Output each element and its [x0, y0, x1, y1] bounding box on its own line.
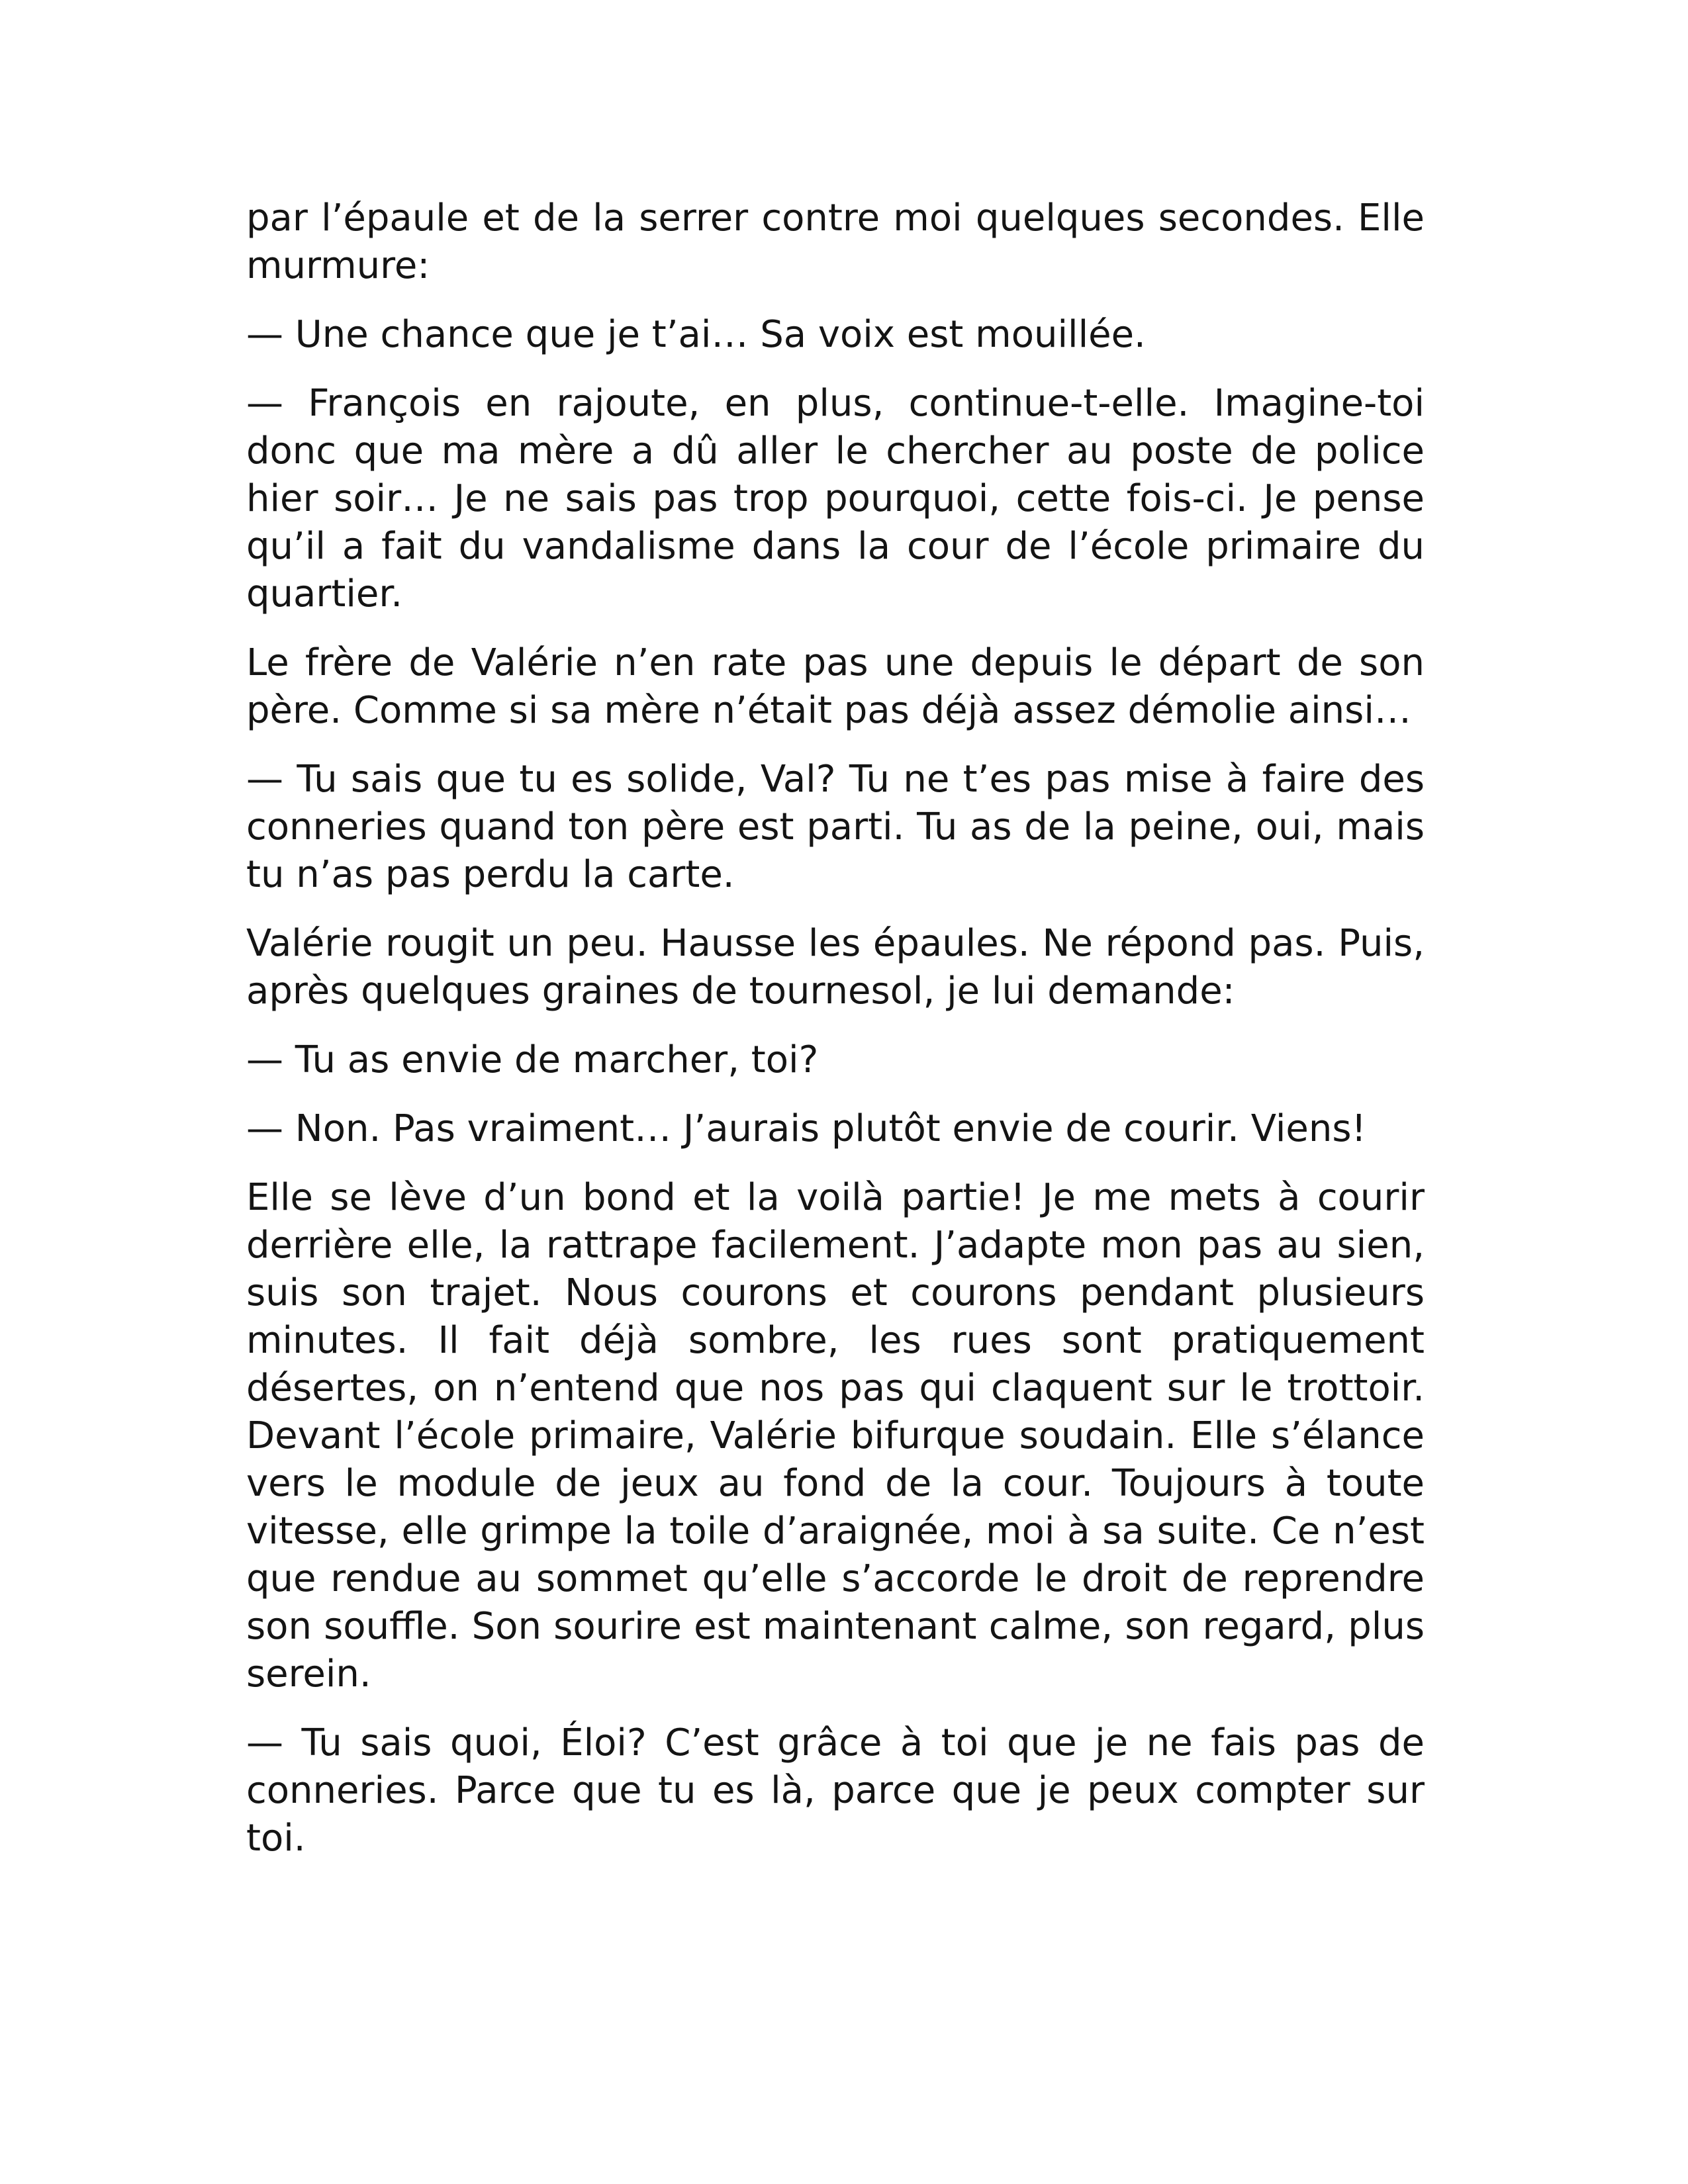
paragraph: — Tu as envie de marcher, toi? — [246, 1038, 819, 1081]
paragraph: — Une chance que je t’ai… Sa voix est mouillée. — [246, 313, 1146, 356]
paragraph: par l’épaule et de la serrer contre moi quelques secondes. Elle murmure: — [246, 197, 1425, 287]
body-text — [246, 195, 1425, 1884]
paragraph: Elle se lève d’un bond et la voilà partie! Je me mets à courir derrière elle, la rattrape facilement. J’adapte mon pas au sien, suis son trajet. Nous courons et courons pendant plusieurs minutes. Il fait déjà sombre, les rues sont pratiquement désertes, on n’entend que nos pas qui claquent sur le trottoir. Devant l’école primaire, Valérie bifurque soudain. Elle s’élance vers le module de jeux au fond de la cour. Toujours à toute vitesse, elle grimpe la toile d’araignée, moi à sa suite. Ce n’est que rendue au sommet qu’elle s’accorde le droit de reprendre son souffle. Son sourire est maintenant calme, son regard, plus serein. — [246, 1176, 1425, 1696]
paragraph: — Tu sais que tu es solide, Val? Tu ne t’es pas mise à faire des conneries quand ton père est parti. Tu as de la peine, oui, mais tu n’as pas perdu la carte. — [246, 758, 1425, 896]
paragraph: — François en rajoute, en plus, continue-t-elle. Imagine-toi donc que ma mère a dû aller le chercher au poste de police hier soir… Je ne sais pas trop pourquoi, cette fois-ci. Je pense qu’il a fait du vandalisme dans la cour de l’école primaire du quartier. — [246, 382, 1425, 615]
paragraph: — Non. Pas vraiment… J’aurais plutôt envie de courir. Viens! — [246, 1107, 1366, 1150]
paragraph: Valérie rougit un peu. Hausse les épaules. Ne répond pas. Puis, après quelques graines de tournesol, je lui demande: — [246, 922, 1425, 1013]
paragraph: — Tu sais quoi, Éloi? C’est grâce à toi que je ne fais pas de conneries. Parce que tu es là, parce que je peux compter sur toi. — [246, 1721, 1425, 1860]
paragraph: Le frère de Valérie n’en rate pas une depuis le départ de son père. Comme si sa mère n’était pas déjà assez démolie ainsi… — [246, 641, 1425, 732]
